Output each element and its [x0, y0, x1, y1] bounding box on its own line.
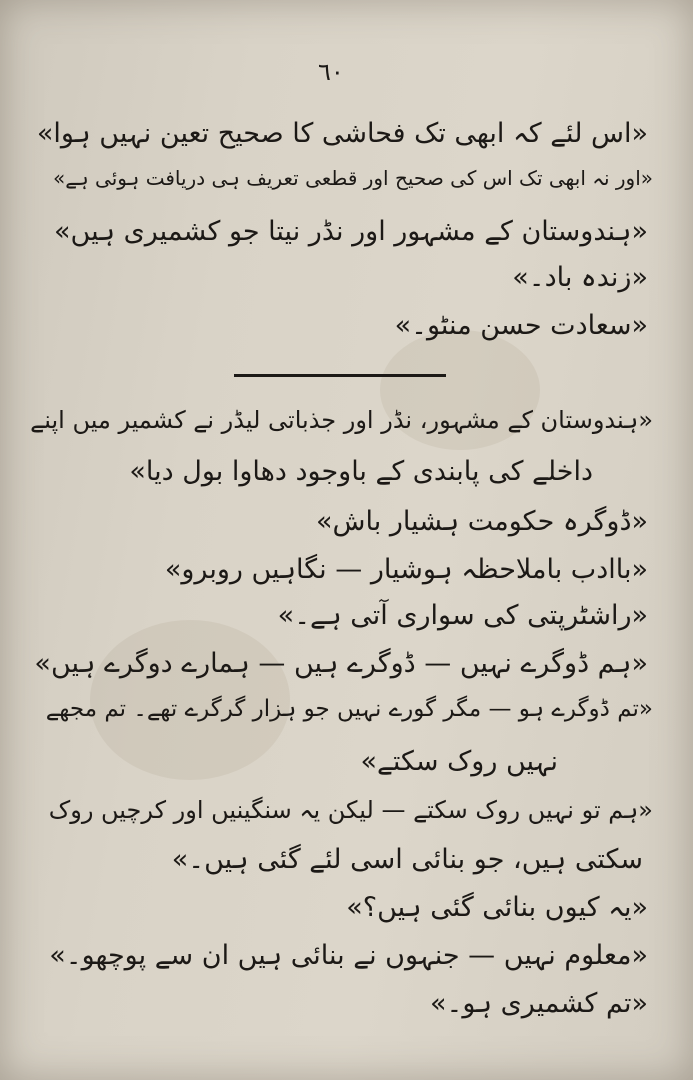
text-line: «اور نہ ابھی تک اس کی صحیح اور قطعی تعریف ہی دریافت ہوئی ہے» — [53, 166, 653, 190]
text-line: نہیں روک سکتے» — [360, 746, 558, 777]
text-line: «زندہ باد۔» — [512, 262, 648, 293]
section-divider — [234, 374, 446, 377]
text-line: «ڈوگرہ حکومت ہشیار باش» — [316, 506, 648, 537]
text-line: «تم کشمیری ہو۔» — [429, 988, 648, 1019]
text-line: «ہندوستان کے مشہور، نڈر اور جذباتی لیڈر نے کشمیر میں اپنے — [30, 406, 653, 434]
text-line: «باادب باملاحظہ ہوشیار — نگاہیں روبرو» — [164, 554, 648, 585]
text-line: داخلے کی پابندی کے باوجود دھاوا بول دیا» — [129, 456, 593, 487]
text-line: «اس لئے کہ ابھی تک فحاشی کا صحیح تعین نہیں ہوا» — [36, 118, 648, 149]
text-line: «ہندوستان کے مشہور اور نڈر نیتا جو کشمیری ہیں» — [54, 216, 648, 247]
page-number: ٦٠ — [318, 58, 344, 86]
text-line: «یہ کیوں بنائی گئی ہیں؟» — [346, 892, 648, 923]
text-line: «ہم تو نہیں روک سکتے — لیکن یہ سنگینیں اور کرچیں روک — [48, 796, 653, 824]
text-line: «ہم ڈوگرے نہیں — ڈوگرے ہیں — ہمارے دوگرے ہیں» — [34, 648, 648, 679]
text-line: «معلوم نہیں — جنہوں نے بنائی ہیں ان سے پوچھو۔» — [49, 940, 648, 971]
text-line: «راشٹرپتی کی سواری آتی ہے۔» — [277, 600, 648, 631]
text-line: سکتی ہیں، جو بنائی اسی لئے گئی ہیں۔» — [171, 844, 643, 875]
text-line: «سعادت حسن منٹو۔» — [394, 310, 648, 341]
text-line: «تم ڈوگرے ہو — مگر گورے نہیں جو ہزار گرگرے تھے۔ تم مجھے — [45, 696, 653, 722]
